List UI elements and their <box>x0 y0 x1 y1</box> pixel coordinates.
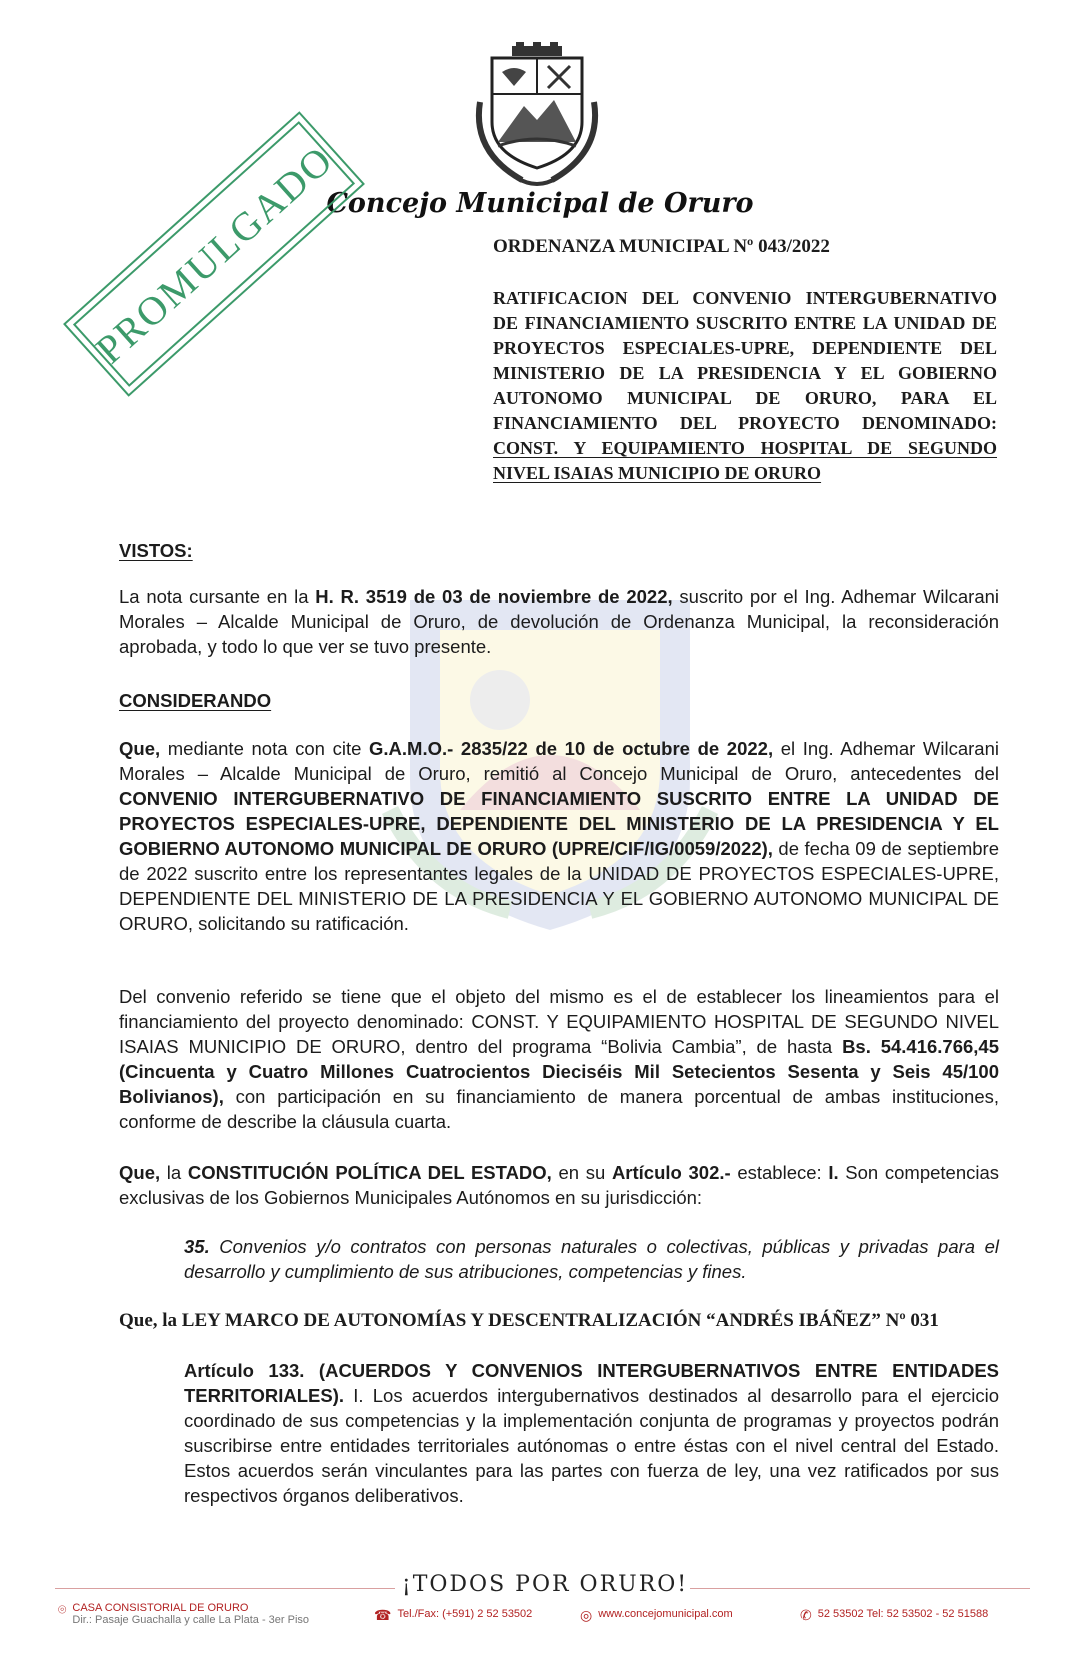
bold-run: Artículo 133. (ACUERDOS Y CONVENIOS INTERGUBERNATIVOS ENTRE ENTIDADES TERRITORIALES). <box>184 1360 999 1406</box>
footer-slogan: ¡TODOS POR ORURO! <box>401 1572 689 1597</box>
bold-run: Artículo 302.- <box>611 1162 731 1183</box>
reference-hr: H. R. 3519 de 03 de noviembre de 2022, <box>315 586 673 607</box>
bold-run: Que, <box>119 1162 161 1183</box>
ordinance-project-name: CONST. Y EQUIPAMIENTO HOSPITAL DE SEGUNDO NIVEL ISAIAS MUNICIPIO DE ORURO <box>493 438 997 483</box>
bold-run: CONSTITUCIÓN POLÍTICA DEL ESTADO, <box>187 1162 552 1183</box>
text-run: Del convenio referido se tiene que el objeto del mismo es el de establecer los lineamientos para el financiamiento del proyecto denominado: CONST. Y EQUIPAMIENTO HOSPITAL DE SEGUNDO NIVEL ISAIAS MUNICIPIO DE ORURO, dentro del programa “Bolivia Cambia”, de hasta <box>119 986 999 1057</box>
text-run: La nota cursante en la <box>119 586 316 607</box>
ordinance-title-text: RATIFICACION DEL CONVENIO INTERGUBERNATIVO DE FINANCIAMIENTO SUSCRITO ENTRE LA UNIDAD DE PROYECTOS ESPECIALES-UPRE, DEPENDIENTE DEL MINISTERIO DE LA PRESIDENCIA Y EL GOBIERNO AUTONOMO MUNICIPAL DE ORURO, PARA EL FINANCIAMIENTO DEL PROYECTO DENOMINADO: <box>493 288 997 433</box>
vistos-paragraph <box>119 584 999 659</box>
considerando-paragraph-1 <box>119 736 999 936</box>
globe-icon: ◎ <box>580 1607 593 1623</box>
footer-address-title: CASA CONSISTORIAL DE ORURO <box>72 1602 249 1614</box>
bold-run: G.A.M.O.- 2835/22 de 10 de octubre de 2022, <box>369 738 774 759</box>
text-run: de fecha 09 de septiembre de 2022 suscrito entre los representantes legales de la UNIDAD DE PROYECTOS ESPECIALES-UPRE, DEPENDIENTE DEL MINISTERIO DE LA PRESIDENCIA Y EL GOBIERNO AUTONOMO MUNICIPAL DE ORURO, solicitando su ratificación. <box>119 838 999 934</box>
footer-phones <box>800 1608 988 1622</box>
location-pin-icon: ⌾ <box>58 1601 67 1617</box>
considerando-heading: CONSIDERANDO <box>119 690 272 711</box>
text-run: con participación en su financiamiento de manera porcentual de ambas instituciones, conforme de describe la cláusula cuarta. <box>119 1086 999 1132</box>
phone-icon: ✆ <box>800 1607 812 1623</box>
text-run: la <box>160 1162 188 1183</box>
text-run: mediante nota con cite <box>160 738 370 759</box>
text-run: Son competencias exclusivas de los Gobiernos Municipales Autónomos en su jurisdicción: <box>119 1162 1000 1208</box>
ordinance-title <box>493 286 997 486</box>
considerando-paragraph-4: Que, la LEY MARCO DE AUTONOMÍAS Y DESCENTRALIZACIÓN “ANDRÉS IBÁÑEZ” Nº 031 <box>119 1310 939 1331</box>
text-run: el Ing. Adhemar Wilcarani Morales – Alcalde Municipal de Oruro, remitió al Concejo Municipal de Oruro, antecedentes del <box>119 738 999 784</box>
bold-run: CONVENIO INTERGUBERNATIVO DE FINANCIAMIENTO SUSCRITO ENTRE LA UNIDAD DE PROYECTOS ESPECIALES-UPRE, DEPENDIENTE DEL MINISTERIO DE LA PRESIDENCIA Y EL GOBIERNO AUTONOMO MUNICIPAL DE ORURO (UPRE/CIF/IG/0059/2022), <box>119 788 999 859</box>
footer-telephone <box>374 1608 532 1622</box>
footer-address-detail: Dir.: Pasaje Guachalla y calle La Plata - 3er Piso <box>72 1614 310 1626</box>
coat-of-arms-logo <box>462 42 612 192</box>
footer-web-text[interactable]: www.concejomunicipal.com <box>598 1608 733 1620</box>
council-name: Concejo Municipal de Oruro <box>326 188 754 219</box>
footer-tel-text: Tel./Fax: (+591) 2 52 53502 <box>397 1608 533 1620</box>
text-run: establece: <box>730 1162 829 1183</box>
footer-divider-right <box>690 1588 1030 1589</box>
ordinance-number: ORDENANZA MUNICIPAL Nº 043/2022 <box>493 236 830 257</box>
promulgado-stamp <box>73 121 355 387</box>
bold-run: Que, <box>119 738 161 759</box>
bold-run: 35. <box>184 1236 210 1257</box>
bold-run: I. <box>828 1162 839 1183</box>
text-run: suscrito por el Ing. Adhemar Wilcarani Morales – Alcalde Municipal de Oruro, de devolución de Ordenanza Municipal, la reconsideración aprobada, y todo lo que ver se tuvo presente. <box>119 586 1000 657</box>
article-133-paragraph <box>184 1358 999 1508</box>
bold-run: Bs. 54.416.766,45 (Cincuenta y Cuatro Millones Cuatrocientos Dieciséis Mil Setecientos Sesenta y Seis 45/100 Bolivianos), <box>119 1036 999 1107</box>
text-run: I. Los acuerdos intergubernativos destinados al desarrollo para el ejercicio coordinado de sus competencias y la implementación conjunta de programas y proyectos podrán suscribirse entre entidades territoriales autónomas o entre éstas con el nivel central del Estado. Estos acuerdos serán vinculantes para las partes con fuerza de ley, una vez ratificados por sus respectivos órganos deliberativos. <box>184 1385 999 1506</box>
footer-address <box>58 1602 309 1626</box>
footer-website[interactable] <box>580 1608 733 1622</box>
constitution-quote <box>184 1234 999 1284</box>
text-run: Convenios y/o contratos con personas naturales o colectivas, públicas y privadas para el desarrollo y cumplimiento de sus atribuciones, competencias y fines. <box>184 1236 999 1282</box>
considerando-paragraph-3 <box>119 1160 999 1210</box>
fax-icon: ☎ <box>374 1607 392 1623</box>
text-run: en su <box>551 1162 612 1183</box>
footer-phones-text: 52 53502 Tel: 52 53502 - 52 51588 <box>817 1608 989 1620</box>
stamp-text: PROMULGADO <box>86 136 342 372</box>
considerando-paragraph-2 <box>119 984 999 1134</box>
vistos-heading: VISTOS: <box>119 540 193 561</box>
footer-divider-left <box>55 1588 395 1589</box>
